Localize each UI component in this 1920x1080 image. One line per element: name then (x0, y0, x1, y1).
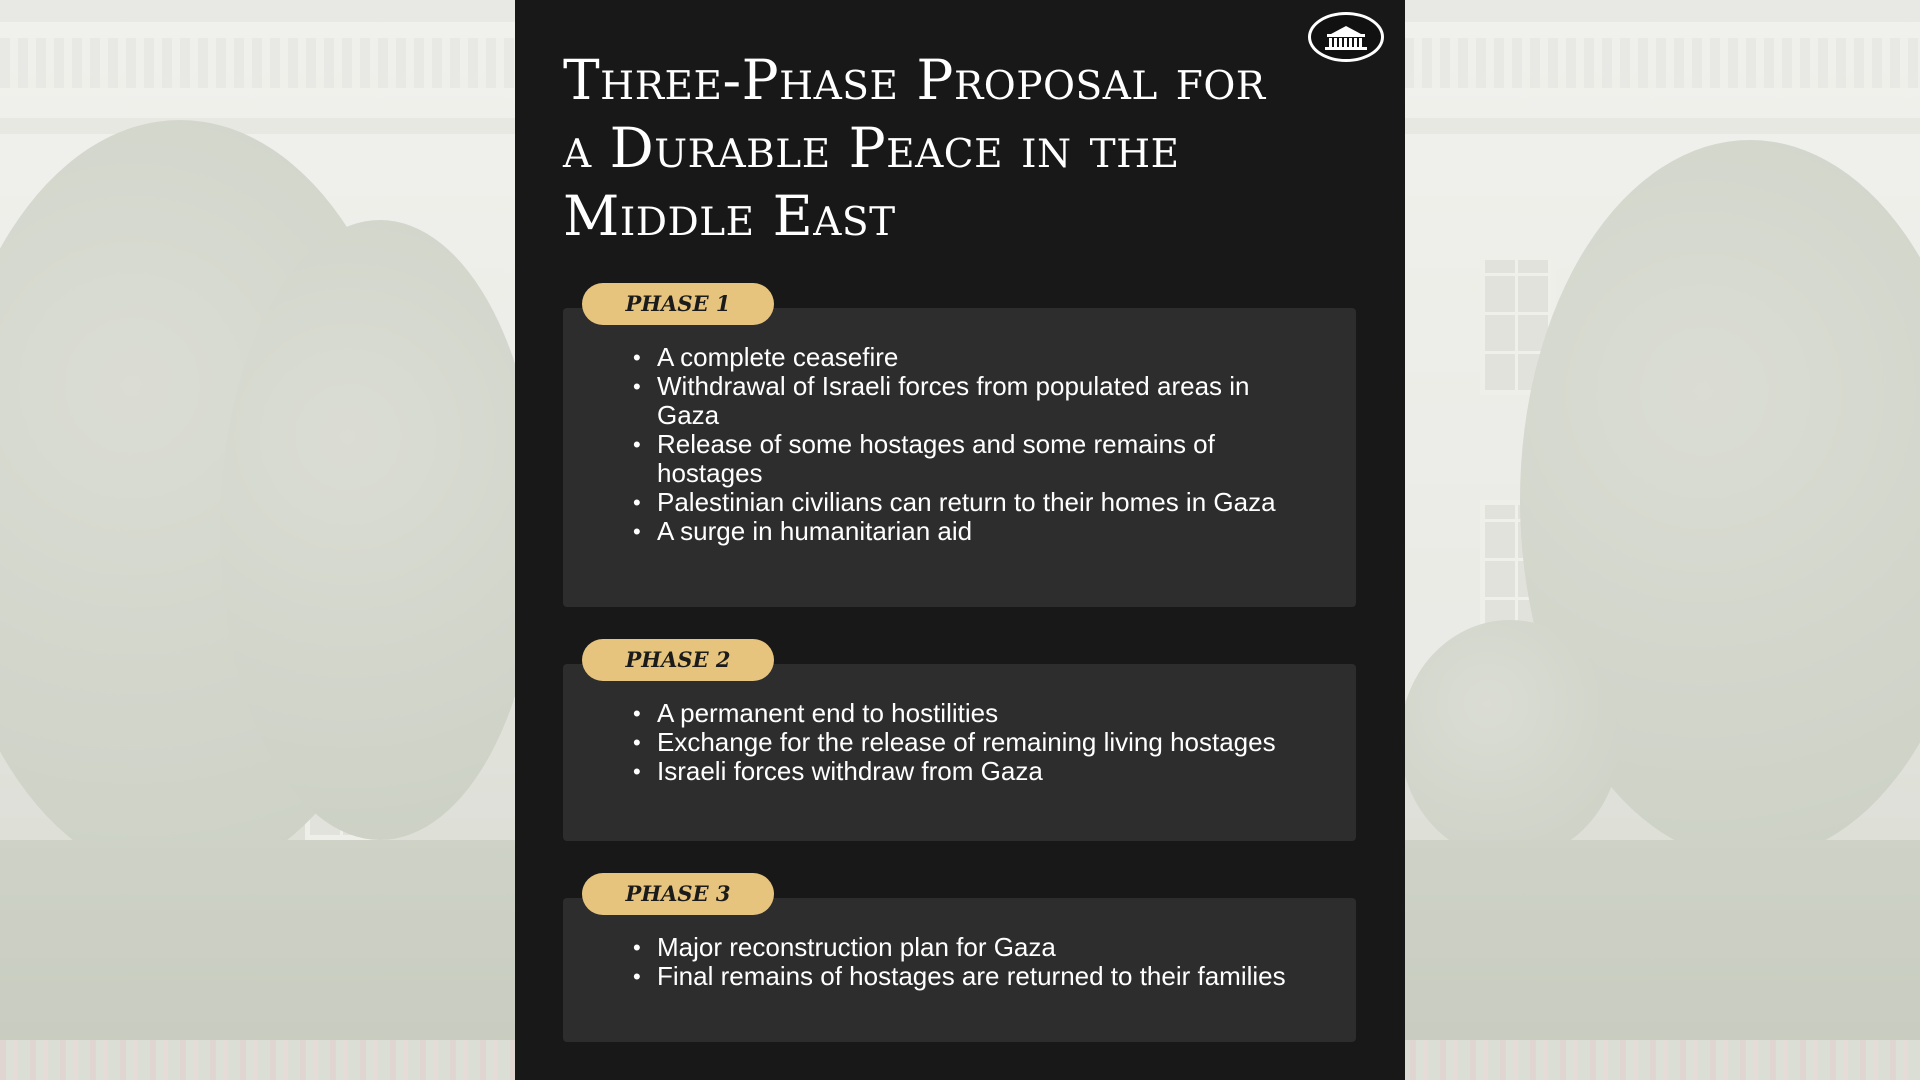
list-item: • Exchange for the release of remaining living hostages (657, 728, 1307, 757)
list-item: • Release of some hostages and some remains of hostages (657, 430, 1307, 488)
phase-badge-2: PHASE 2 (582, 639, 774, 681)
phase-1-list (657, 343, 1307, 546)
list-item: • Withdrawal of Israeli forces from populated areas in Gaza (657, 372, 1307, 430)
page-title: Three-Phase Proposal for a Durable Peace in the Middle East (563, 48, 1266, 248)
phase-2-list (657, 699, 1307, 786)
list-item: • Palestinian civilians can return to their homes in Gaza (657, 488, 1307, 517)
phase-3-list (657, 933, 1307, 991)
list-item: • A complete ceasefire (657, 343, 1307, 372)
list-item: • Final remains of hostages are returned to their families (657, 962, 1307, 991)
phase-badge-3: PHASE 3 (582, 873, 774, 915)
list-item: • Major reconstruction plan for Gaza (657, 933, 1307, 962)
list-item: • A permanent end to hostilities (657, 699, 1307, 728)
list-item: • Israeli forces withdraw from Gaza (657, 757, 1307, 786)
list-item: • A surge in humanitarian aid (657, 517, 1307, 546)
white-house-seal-icon (1308, 12, 1384, 62)
phase-badge-1: PHASE 1 (582, 283, 774, 325)
